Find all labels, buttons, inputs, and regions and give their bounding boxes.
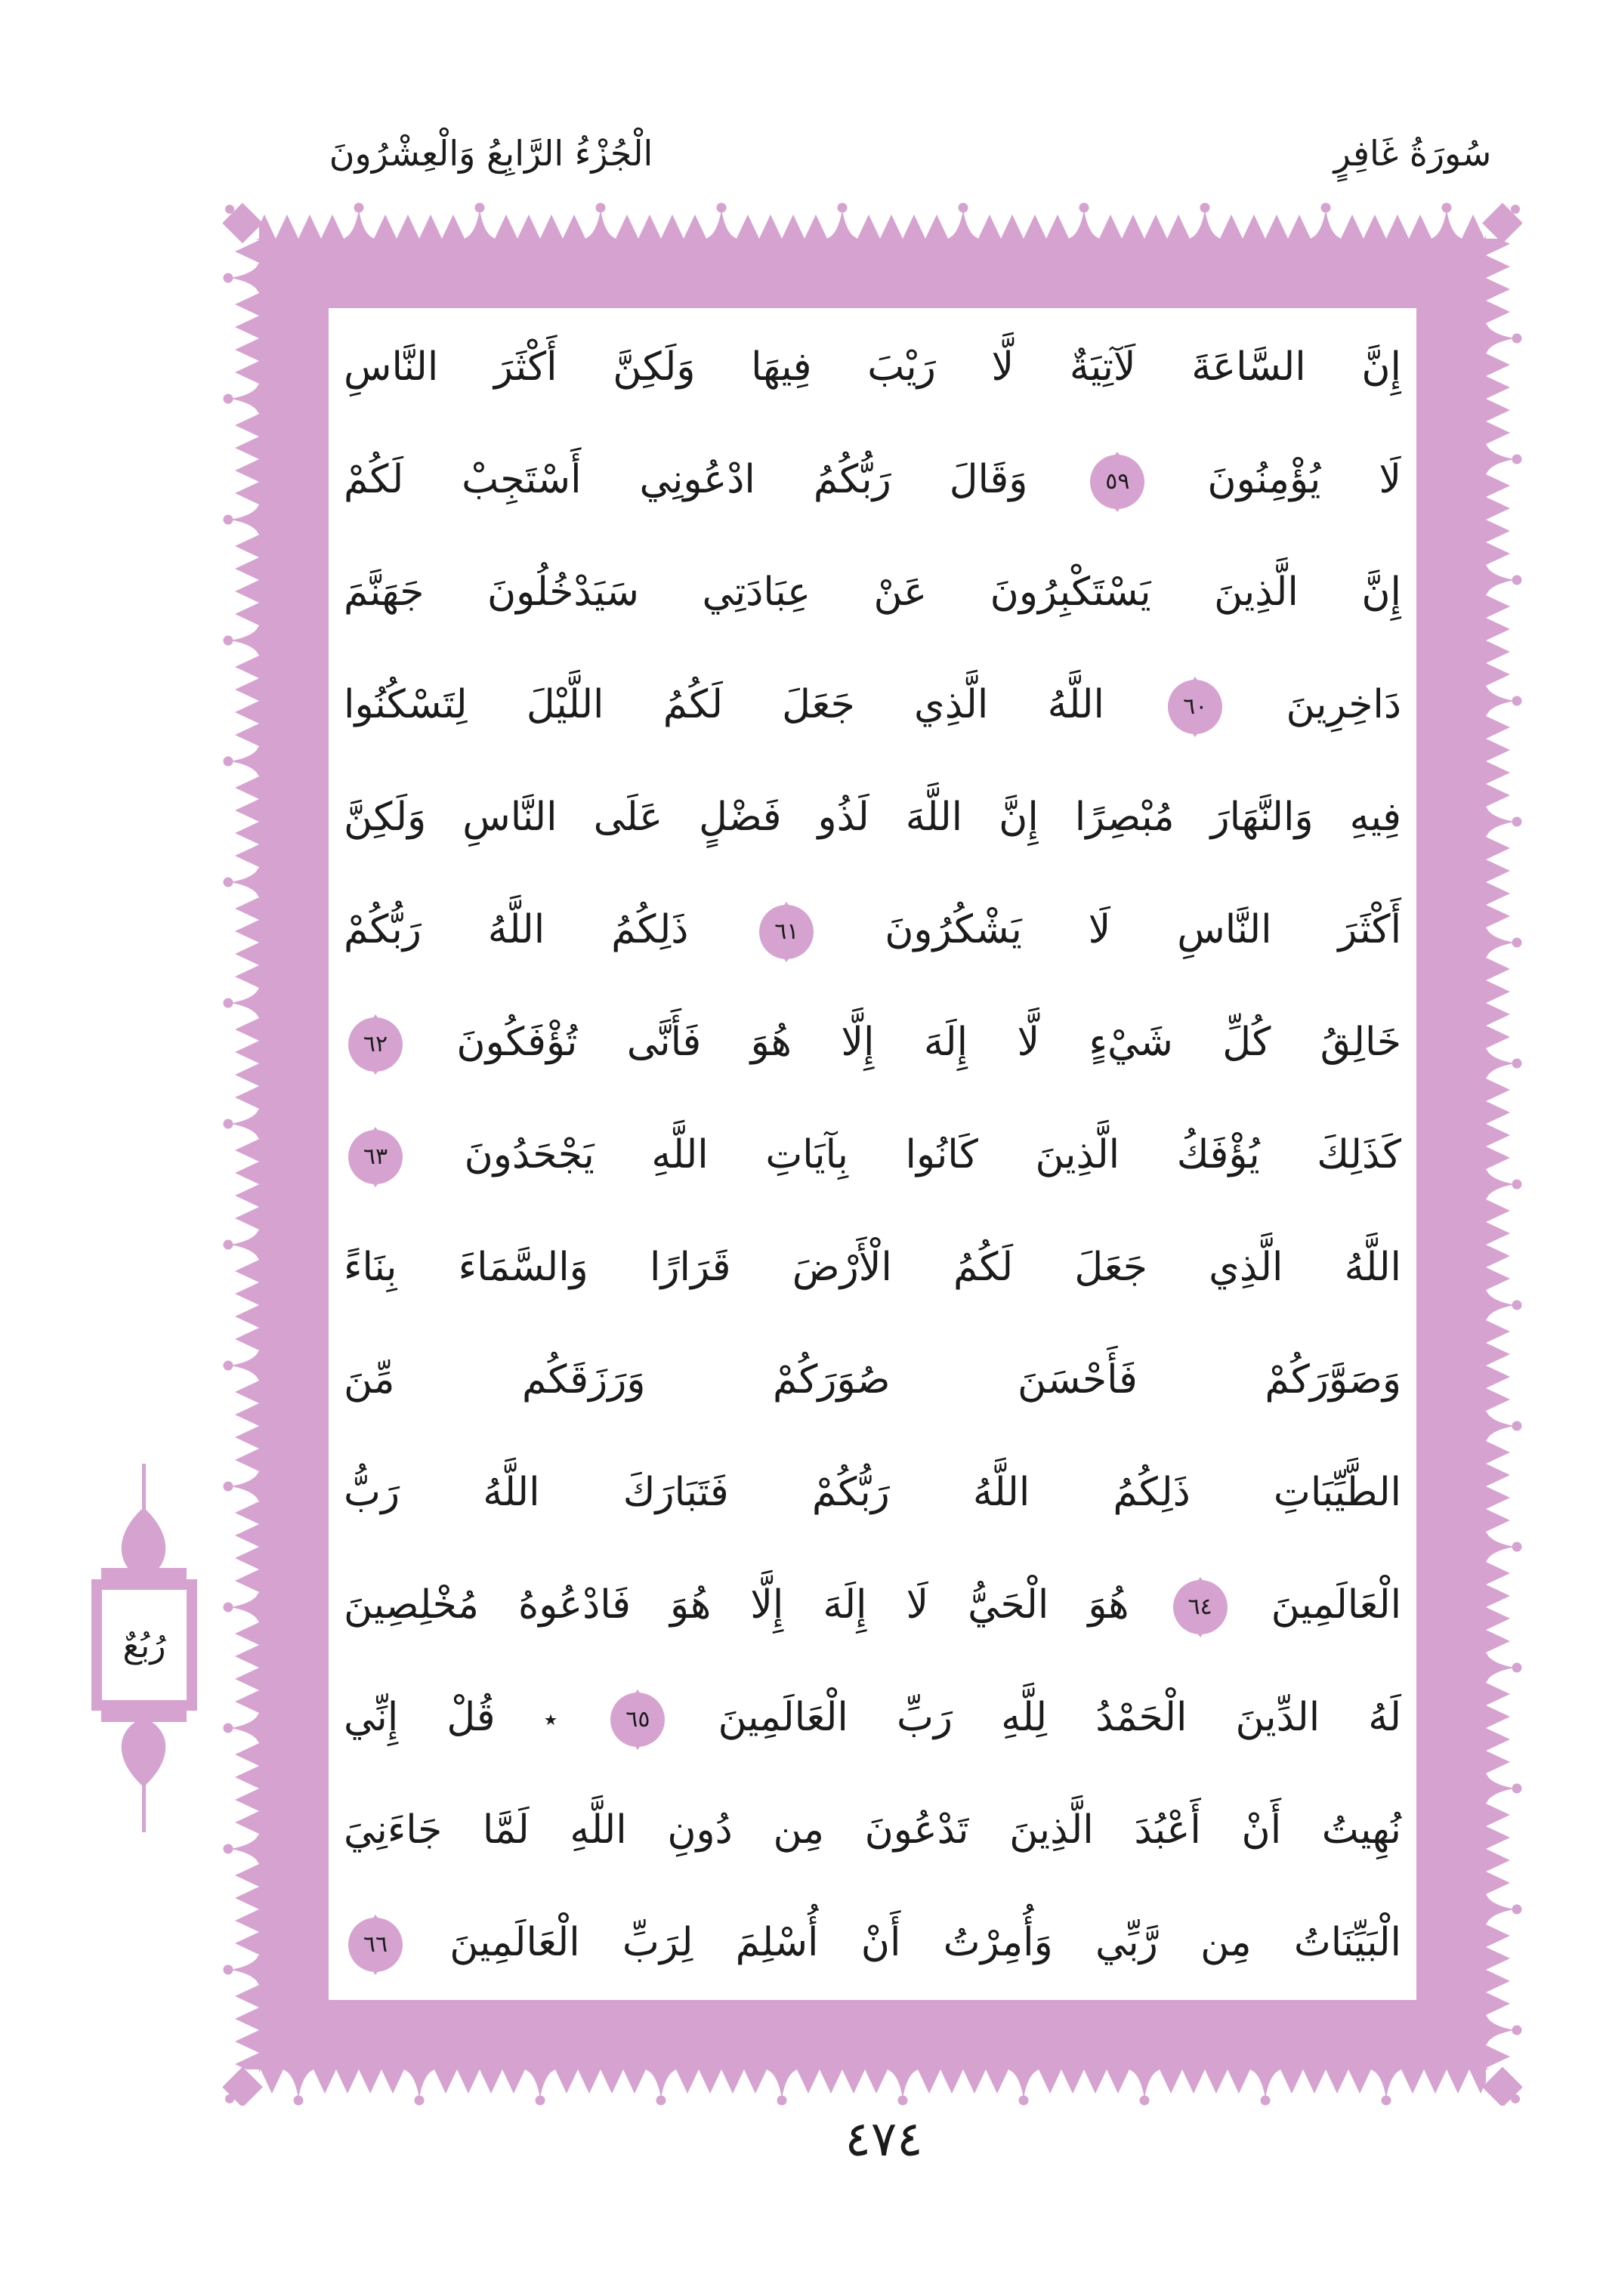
- quran-line: [344, 1211, 1401, 1324]
- ayah-number-marker: [348, 1017, 403, 1072]
- quran-line: [344, 986, 1401, 1099]
- page-number: ٤٧٤: [845, 2112, 923, 2168]
- ayah-number: ٦٥: [625, 1706, 650, 1733]
- ayah-number: ٦٤: [1188, 1594, 1212, 1620]
- ayah-number-marker: [1173, 1580, 1228, 1634]
- rub-marker-ornament: [74, 1464, 216, 1832]
- ayah-number-marker: [759, 905, 814, 959]
- surah-header: سُورَةُ غَافِرٍ: [1333, 133, 1492, 174]
- ayah-text: وَصَوَّرَكُمْ فَأَحْسَنَ صُوَرَكُمْ وَرَزَقَكُم مِّنَ: [344, 1357, 1401, 1403]
- ayah-number: ٦٦: [363, 1931, 388, 1958]
- ayah-text: قُلْ إِنِّي: [344, 1695, 496, 1740]
- quran-line: [344, 1887, 1401, 1999]
- ayah-text: لَا يُؤْمِنُونَ: [1207, 457, 1402, 502]
- ayah-number: ٦٣: [363, 1143, 388, 1170]
- ayah-text: اللَّهُ الَّذِي جَعَلَ لَكُمُ الْأَرْضَ قَرَارًا وَالسَّمَاءَ بِنَاءً: [344, 1245, 1401, 1290]
- quran-line: [344, 536, 1401, 649]
- juz-header: الْجُزْءُ الرَّابِعُ وَالْعِشْرُونَ: [329, 133, 653, 174]
- ayah-number-marker: [348, 1130, 403, 1184]
- ayah-text: إِنَّ الَّذِينَ يَسْتَكْبِرُونَ عَنْ عِبَادَتِي سَيَدْخُلُونَ جَهَنَّمَ: [344, 569, 1401, 615]
- quran-line: [344, 1662, 1401, 1774]
- ayah-text: ذَلِكُمُ اللَّهُ رَبُّكُمْ: [344, 907, 689, 952]
- ayah-text: لَهُ الدِّينَ الْحَمْدُ لِلَّهِ رَبِّ الْعَالَمِينَ: [718, 1695, 1401, 1740]
- ayah-number: ٦٢: [363, 1031, 388, 1057]
- rub-bottom-dome: [122, 1717, 166, 1787]
- ayah-number: ٦٠: [1183, 693, 1208, 720]
- quran-line: [344, 649, 1401, 761]
- quran-line: [344, 424, 1401, 536]
- quran-line: [344, 1437, 1401, 1549]
- ayah-text: فِيهِ وَالنَّهَارَ مُبْصِرًا إِنَّ اللَّهَ لَذُو فَضْلٍ عَلَى النَّاسِ وَلَكِنَّ: [344, 795, 1401, 840]
- rub-top-line: [142, 1464, 146, 1515]
- ayah-number-marker: [1090, 455, 1144, 509]
- quran-line: [344, 1549, 1401, 1662]
- ayah-number-marker: [610, 1693, 665, 1747]
- frame-teeth-top: [259, 202, 1486, 239]
- ayah-text: إِنَّ السَّاعَةَ لَآتِيَةٌ لَّا رَيْبَ فِيهَا وَلَكِنَّ أَكْثَرَ النَّاسِ: [344, 344, 1401, 390]
- frame-teeth-bottom: [259, 2069, 1486, 2106]
- rub-marker-label: رُبُعٌ: [122, 1627, 166, 1665]
- ayah-text: أَكْثَرَ النَّاسِ لَا يَشْكُرُونَ: [885, 907, 1402, 952]
- ayah-number: ٦١: [774, 918, 799, 945]
- ayah-text: الْعَالَمِينَ: [1271, 1582, 1402, 1628]
- ayah-text: هُوَ الْحَيُّ لَا إِلَهَ إِلَّا هُوَ فَادْعُوهُ مُخْلِصِينَ: [344, 1582, 1129, 1628]
- quran-line: [344, 1324, 1401, 1437]
- rub-bottom-line: [142, 1784, 146, 1832]
- quran-text-block: [344, 311, 1401, 2000]
- ayah-text: الْبَيِّنَاتُ مِن رَّبِّي وَأُمِرْتُ أَنْ أُسْلِمَ لِرَبِّ الْعَالَمِينَ: [449, 1920, 1402, 1965]
- quran-line: [344, 311, 1401, 424]
- ayah-text: خَالِقُ كُلِّ شَيْءٍ لَّا إِلَهَ إِلَّا هُوَ فَأَنَّى تُؤْفَكُونَ: [456, 1020, 1402, 1065]
- ayah-text: اللَّهُ الَّذِي جَعَلَ لَكُمُ اللَّيْلَ لِتَسْكُنُوا: [344, 682, 1104, 727]
- frame-teeth-right: [1486, 239, 1522, 2069]
- rub-el-hizb-star-icon: ٭: [543, 1704, 558, 1735]
- ayah-number-marker: [348, 1918, 403, 1972]
- ayah-text: كَذَلِكَ يُؤْفَكُ الَّذِينَ كَانُوا بِآيَاتِ اللَّهِ يَجْحَدُونَ: [464, 1132, 1402, 1177]
- ayah-text: دَاخِرِينَ: [1286, 682, 1401, 727]
- ayah-text: وَقَالَ رَبُّكُمُ ادْعُونِي أَسْتَجِبْ لَكُمْ: [344, 457, 1028, 502]
- frame-teeth-left: [223, 239, 259, 2069]
- ayah-text: نُهِيتُ أَنْ أَعْبُدَ الَّذِينَ تَدْعُونَ مِن دُونِ اللَّهِ لَمَّا جَاءَنِيَ: [344, 1807, 1401, 1853]
- quran-line: [344, 874, 1401, 986]
- quran-line: [344, 1099, 1401, 1211]
- ayah-number: ٥٩: [1105, 468, 1130, 495]
- quran-line: [344, 1774, 1401, 1887]
- ayah-text: الطَّيِّبَاتِ ذَلِكُمُ اللَّهُ رَبُّكُمْ فَتَبَارَكَ اللَّهُ رَبُّ: [344, 1470, 1401, 1515]
- ayah-number-marker: [1168, 680, 1222, 734]
- quran-line: [344, 761, 1401, 874]
